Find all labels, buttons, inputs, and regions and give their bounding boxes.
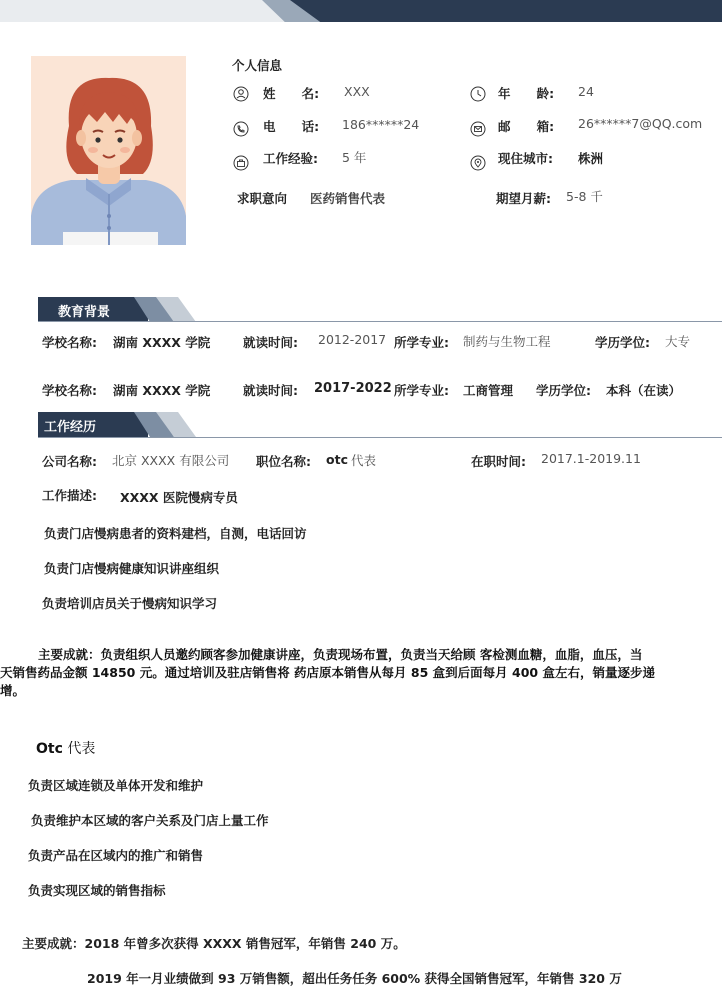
location-icon: [470, 155, 486, 171]
work-header-label: 工作经历: [44, 420, 97, 435]
email-value: 26******7@QQ.com: [578, 116, 703, 131]
major-value-2: 工商管理: [463, 383, 514, 398]
otc-duty-item: 负责实现区域的销售指标: [28, 883, 166, 898]
avatar: [31, 56, 186, 245]
intent-value: 医药销售代表: [310, 191, 386, 206]
period-label: 在职时间:: [471, 454, 526, 469]
otc-duty-item: 负责维护本区域的客户关系及门店上量工作: [31, 813, 269, 828]
age-value: 24: [578, 84, 594, 99]
email-label: 邮 箱:: [498, 119, 555, 134]
period-value: 2017.1-2019.11: [541, 451, 641, 466]
otc-achievement: 主要成就：2018 年曾多次获得 XXXX 销售冠军，年销售 240 万。: [22, 936, 406, 951]
position-label: 职位名称:: [256, 454, 311, 469]
age-icon: [470, 86, 486, 102]
education-header: [38, 297, 198, 322]
desc-label: 工作描述:: [42, 488, 97, 503]
otc-achievement-2: 2019 年一月业绩做到 93 万销售额，超出任务任务 600% 获得全国销售冠军，年销售 320 万: [87, 971, 622, 986]
degree-label-1: 学历学位:: [595, 335, 650, 350]
salary-label: 期望月薪:: [496, 191, 551, 206]
otc-title: [36, 738, 95, 758]
achievement-line: 增。: [0, 683, 26, 698]
personal-info-title: 个人信息: [232, 58, 283, 73]
school-label-2: 学校名称:: [42, 383, 97, 398]
avatar-illustration: [31, 56, 186, 245]
desc-title: XXXX 医院慢病专员: [120, 490, 238, 505]
top-bar-light: [0, 0, 290, 22]
mail-icon: [470, 121, 486, 137]
name-value: XXX: [344, 84, 370, 99]
duty-item: 负责门店慢病健康知识讲座组织: [44, 561, 220, 576]
time-value-2: 2017-2022: [314, 381, 392, 396]
education-header-label: 教育背景: [58, 305, 111, 320]
achievement-line: 天销售药品金额 14850 元。通过培训及驻店销售将 药店原本销售从每月 85 盒到后面每月 400 盒左右，销量逐步递: [0, 665, 655, 680]
school-label-1: 学校名称:: [42, 335, 97, 350]
experience-label: 工作经验:: [263, 151, 318, 166]
otc-title-prefix: Otc: [36, 741, 63, 757]
position-value: 代表: [351, 453, 377, 468]
experience-value: 5 年: [342, 150, 367, 165]
degree-label-2: 学历学位:: [536, 383, 591, 398]
degree-value-1: 大专: [665, 334, 691, 349]
name-label: 姓 名:: [263, 86, 320, 101]
school-value-2: 湖南 XXXX 学院: [113, 383, 211, 398]
duty-item: 负责培训店员关于慢病知识学习: [42, 596, 218, 611]
otc-duty-item: 负责区域连锁及单体开发和维护: [28, 778, 204, 793]
education-divider: [38, 321, 722, 322]
position-value-prefix: otc: [326, 452, 348, 467]
otc-duty-item: 负责产品在区域内的推广和销售: [28, 848, 204, 863]
major-value-1: 制药与生物工程: [463, 334, 551, 349]
city-label: 现住城市:: [498, 151, 553, 166]
company-label: 公司名称:: [42, 454, 97, 469]
work-divider: [38, 437, 722, 438]
time-label-1: 就读时间:: [243, 335, 298, 350]
otc-title-rest: 代表: [67, 741, 96, 757]
degree-value-2: 本科（在读）: [606, 383, 682, 398]
duty-item: 负责门店慢病患者的资料建档，自测，电话回访: [44, 526, 307, 541]
age-label: 年 龄:: [498, 86, 555, 101]
briefcase-icon: [233, 155, 249, 171]
school-value-1: 湖南 XXXX 学院: [113, 335, 211, 350]
top-bar-dark: [290, 0, 722, 22]
phone-label: 电 话:: [263, 119, 320, 134]
major-label-1: 所学专业:: [394, 335, 449, 350]
company-value: 北京 XXXX 有限公司: [112, 453, 230, 468]
achievement-line: 主要成就：负责组织人员邀约顾客参加健康讲座，负责现场布置，负责当天给顾 客检测血糖，血脂，血压，当: [38, 647, 643, 662]
intent-label: 求职意向: [237, 191, 288, 206]
work-header: [38, 412, 198, 437]
time-value-1: 2012-2017: [318, 332, 387, 347]
salary-value: 5-8 千: [566, 189, 603, 204]
person-icon: [233, 86, 249, 102]
time-label-2: 就读时间:: [243, 383, 298, 398]
phone-value: 186******24: [342, 117, 420, 132]
phone-icon: [233, 121, 249, 137]
city-value: 株洲: [578, 151, 604, 166]
major-label-2: 所学专业:: [394, 383, 449, 398]
